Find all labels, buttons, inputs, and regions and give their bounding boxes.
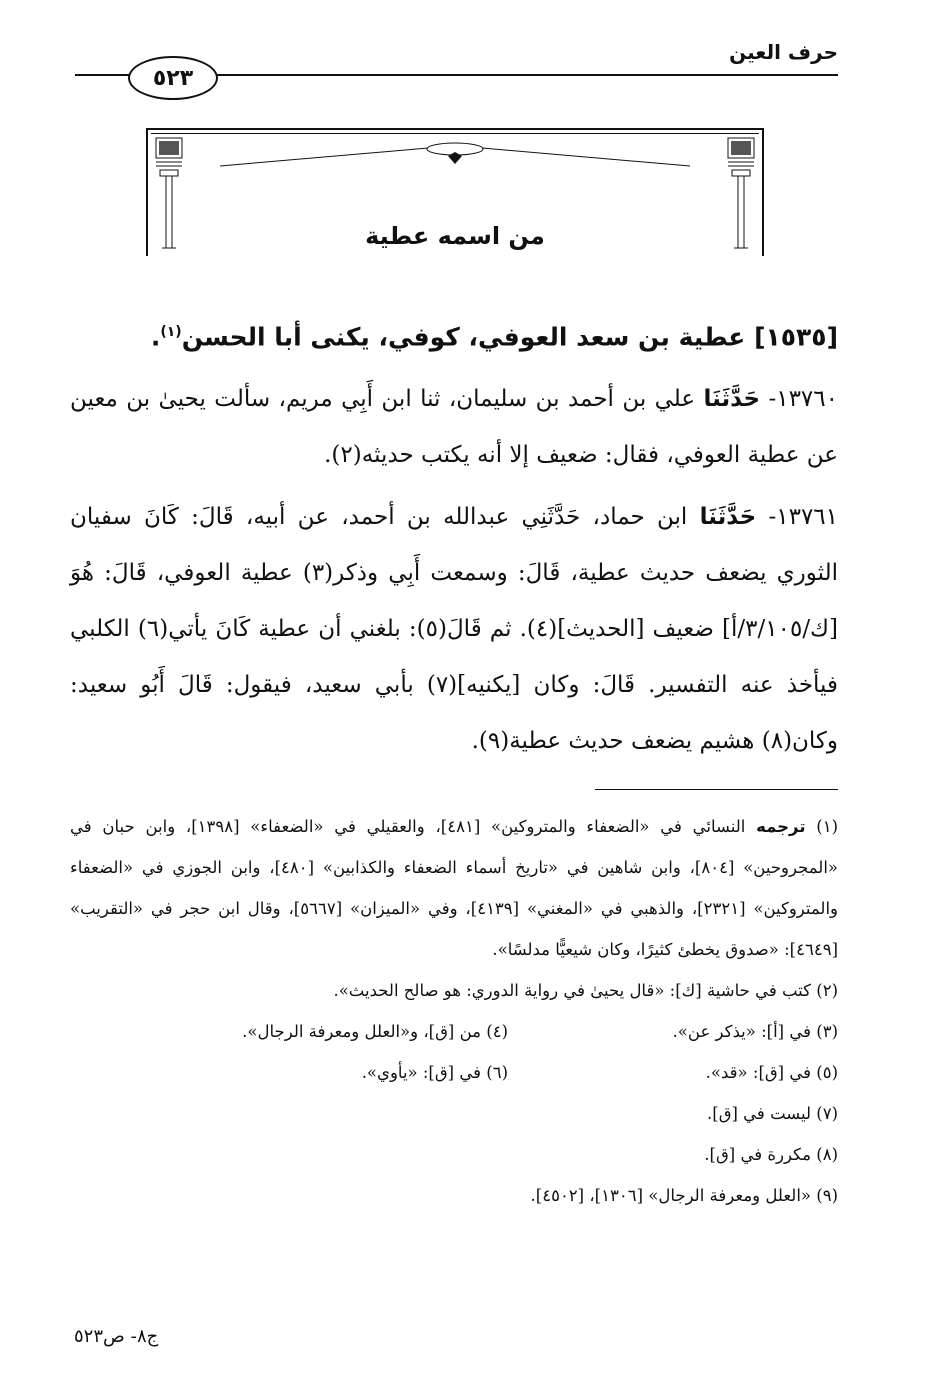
footnote-2: (٢) كتب في حاشية [ك]: «قال يحيىٰ في رواية الدوري: هو صالح الحديث». [333,981,838,1000]
footnote-6: (٦) في [ق]: «يأوي». [361,1063,508,1082]
footnote-bold-lead: ترجمه [756,817,806,836]
hadith-paragraph [70,489,838,769]
hadith-text: ابن حماد، حَدَّثَنِي عبدالله بن أحمد، عن أبيه، قَالَ: كَانَ سفيان الثوري يضعف حديث عطية، قَالَ: وسمعت أَبِي وذكر(٣) عطية العوفي، قَالَ: هُوَ [ك/٣/١٠٥/أ] ضعيف [الحديث](٤). ثم قَالَ(٥): بلغني أن عطية كَانَ يأتي(٦) الكلبي فيأخذ عنه التفسير. قَالَ: وكان [يكنيه](٧) بأبي سعيد، فيقول: قَالَ أَبُو سعيد: وكان(٨) هشيم يضعف حديث عطية(٩). [70,504,838,754]
footnote-8: (٨) مكررة في [ق]. [704,1145,838,1164]
footnote-9: (٩) «العلل ومعرفة الرجال» [١٣٠٦]، [٤٥٠٢]. [530,1186,838,1205]
page-footer-ref: ج٨- ص٥٢٣ [74,1326,159,1347]
entry-heading [70,312,838,357]
footnote-1 [70,806,838,970]
hadith-paragraph [70,371,838,483]
footnote-row [70,1011,838,1052]
footnote-row [70,1052,838,1093]
hadith-number: ١٣٧٦٠- [768,386,838,412]
running-head: حرف العين [729,40,838,64]
footnote-rule [595,789,838,790]
footnote-5: (٥) في [ق]: «قد». [705,1063,838,1082]
hadith-lead: حَدَّثَنَا [699,504,757,530]
hadith-lead: حَدَّثَنَا [703,386,761,412]
hadith-number: ١٣٧٦١- [768,504,839,530]
footnote-text: النسائي في «الضعفاء والمتروكين» [٤٨١]، والعقيلي في «الضعفاء» [١٣٩٨]، وابن حبان في «المجروحين» [٨٠٤]، وابن شاهين في «تاريخ أسماء الضعفاء والكذابين» [٤٨٠]، وابن الجوزي في «الضعفاء والمتروكين» [٢٣٢١]، والذهبي في «المغني» [٤١٣٩]، وفي «الميزان» [٥٦٦٧]، وقال ابن حجر في «التقريب» [٤٦٤٩]: «صدوق يخطئ كثيرًا، وكان شيعيًّا مدلسًا». [70,817,839,959]
footnote-number: (١) [816,817,839,836]
footnote-7: (٧) ليست في [ق]. [707,1104,838,1123]
section-title-frame [146,128,764,256]
footnote-3: (٣) في [أ]: «يذكر عن». [672,1022,838,1041]
frame-ornament-lines [148,130,762,200]
footnotes [70,806,838,1216]
page-number: ٥٢٣ [128,56,218,100]
footnote-ref: (١) [160,324,182,340]
footnote-4: (٤) من [ق]، و«العلل ومعرفة الرجال». [242,1022,508,1041]
hadith-text: علي بن أحمد بن سليمان، ثنا ابن أَبِي مريم، سألت يحيىٰ بن معين عن عطية العوفي، فقال: ضعيف إلا أنه يكتب حديثه(٢). [70,386,838,468]
section-title: من اسمه عطية [365,222,545,250]
entry-heading-end: . [150,322,161,352]
entry-heading-text: [١٥٣٥] عطية بن سعد العوفي، كوفي، يكنى أبا الحسن [181,322,838,352]
